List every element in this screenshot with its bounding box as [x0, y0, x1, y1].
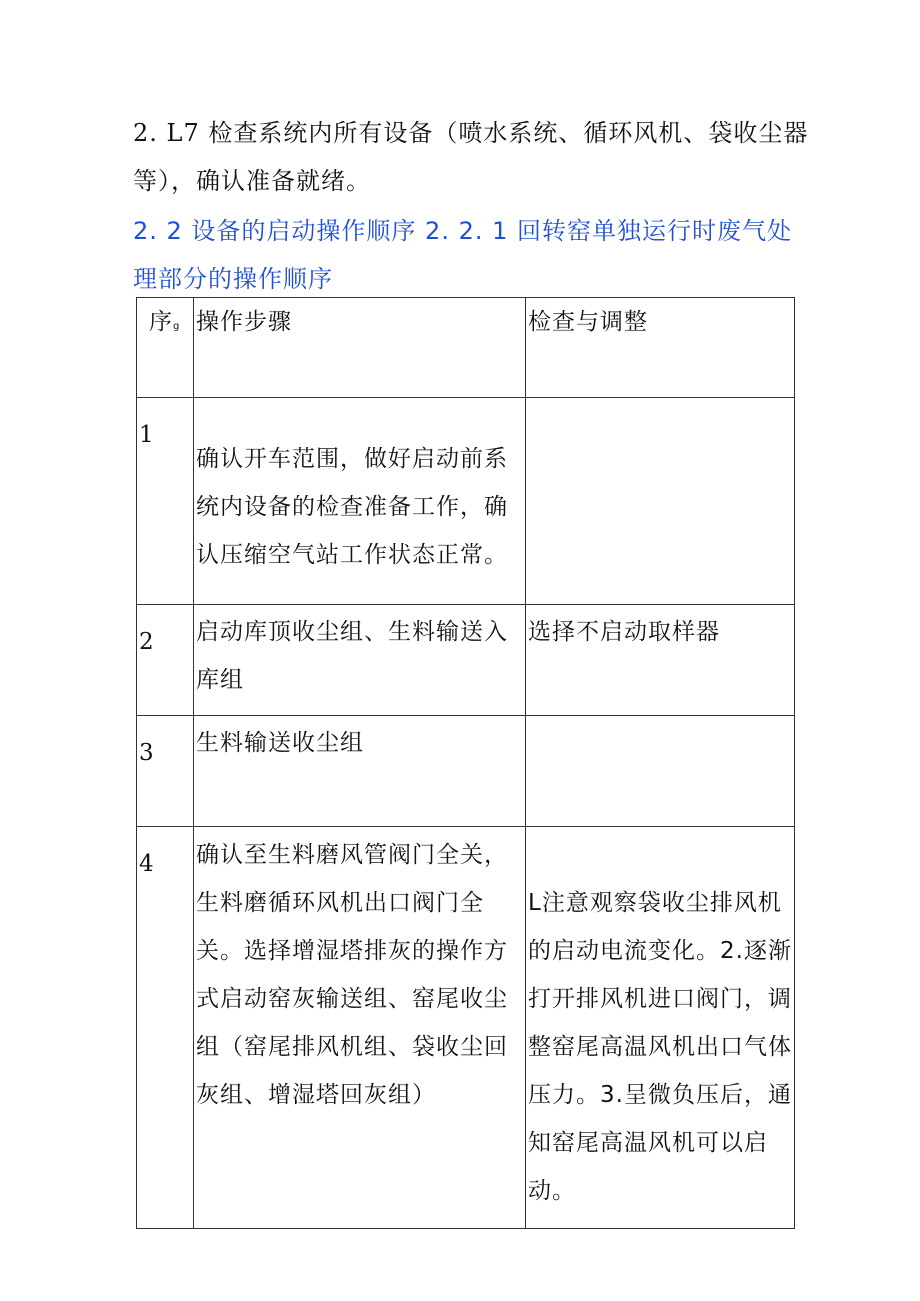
table-row [137, 605, 795, 716]
paragraph-equipment-check [133, 109, 813, 205]
row-check [526, 398, 795, 605]
row-step: 启动库顶收尘组、生料输送入库组 [196, 619, 508, 693]
section-heading: 2. 2 设备的启动操作顺序 2. 2. 1 回转窑单独运行时废气处理部分的操作顺序 [133, 217, 793, 293]
row-seq: 4 [137, 827, 194, 1229]
row-check: 选择不启动取样器 [528, 619, 720, 645]
operation-sequence-table [136, 297, 795, 1229]
paragraph-number: 2. L7 [133, 119, 200, 147]
row-step-cell [194, 827, 526, 1229]
row-seq: 2 [137, 605, 194, 716]
row-step: 确认至生料磨风管阀门全关，生料磨循环风机出口阀门全关。选择增湿塔排灰的操作方式启动窑灰输送组、窑尾收尘组（窑尾排风机组、袋收尘回灰组、增湿塔回灰组） [196, 842, 508, 1108]
header-seq [137, 298, 194, 398]
row-check-cell [526, 827, 795, 1229]
row-check: L注意观察袋收尘排风机的启动电流变化。2.逐渐打开排风机进口阀门，调整窑尾高温风机出口气体压力。3.呈微负压后，通知窑尾高温风机可以启动。 [528, 890, 792, 1204]
row-step-cell [194, 398, 526, 605]
table-header-row [137, 298, 795, 398]
row-check [526, 716, 795, 827]
row-seq: 1 [137, 398, 194, 605]
row-step: 确认开车范围，做好启动前系统内设备的检查准备工作，确认压缩空气站工作状态正常。 [196, 446, 508, 568]
row-check-cell [526, 605, 795, 716]
header-step: 操作步骤 [194, 298, 526, 398]
table-row [137, 827, 795, 1229]
row-step-cell [194, 716, 526, 827]
paragraph-text: 检查系统内所有设备（喷水系统、循环风机、袋收尘器等），确认准备就绪。 [133, 119, 809, 195]
table-row [137, 716, 795, 827]
header-check: 检查与调整 [526, 298, 795, 398]
header-seq-label: 序 [149, 309, 173, 335]
row-seq: 3 [137, 716, 194, 827]
header-seq-suffix: g [173, 321, 181, 332]
row-step: 生料输送收尘组 [196, 730, 364, 756]
row-step-cell [194, 605, 526, 716]
table-row [137, 398, 795, 605]
